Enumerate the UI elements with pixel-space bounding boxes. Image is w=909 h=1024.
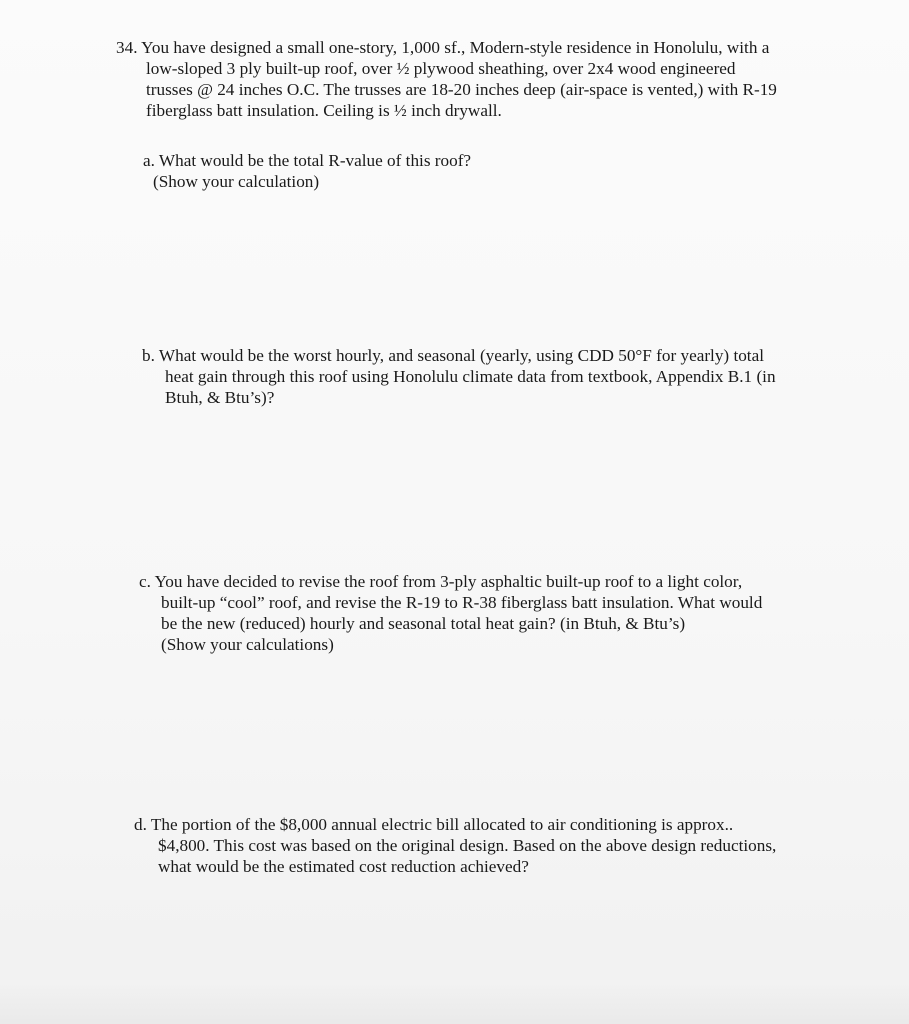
part-d-line-3: what would be the estimated cost reduction achieved? xyxy=(158,857,529,876)
part-a-line-1: a. What would be the total R-value of this roof? xyxy=(143,151,472,170)
part-c-line-2: built-up “cool” roof, and revise the R-19 to R-38 fiberglass batt insulation. What would xyxy=(161,593,763,612)
part-a xyxy=(143,150,743,192)
question-text-line-1: You have designed a small one-story, 1,000 sf., Modern-style residence in Honolulu, with a xyxy=(141,38,770,57)
question-34-line-1 xyxy=(116,37,816,58)
page-bottom-shadow xyxy=(0,984,909,1024)
part-c xyxy=(139,571,819,655)
question-34 xyxy=(116,37,816,121)
part-b-line-2: heat gain through this roof using Honolulu climate data from textbook, Appendix B.1 (in xyxy=(165,367,776,386)
part-d xyxy=(134,814,814,877)
part-b-line-1: b. What would be the worst hourly, and seasonal (yearly, using CDD 50°F for yearly) total xyxy=(142,346,764,365)
question-text-line-4: fiberglass batt insulation. Ceiling is ½ inch drywall. xyxy=(146,101,502,120)
part-c-line-1: c. You have decided to revise the roof from 3-ply asphaltic built-up roof to a light color, xyxy=(139,572,743,591)
question-number: 34. xyxy=(116,38,138,57)
part-b-line-3: Btuh, & Btu’s)? xyxy=(165,388,275,407)
question-text-line-2: low-sloped 3 ply built-up roof, over ½ plywood sheathing, over 2x4 wood engineered xyxy=(146,59,736,78)
part-b xyxy=(142,345,822,408)
part-c-line-3: be the new (reduced) hourly and seasonal total heat gain? (in Btuh, & Btu’s) xyxy=(161,614,686,633)
part-d-line-2: $4,800. This cost was based on the original design. Based on the above design reductions, xyxy=(158,836,777,855)
part-d-line-1: d. The portion of the $8,000 annual electric bill allocated to air conditioning is approx.. xyxy=(134,815,734,834)
part-a-line-2: (Show your calculation) xyxy=(153,172,320,191)
part-c-line-4: (Show your calculations) xyxy=(161,635,334,654)
question-text-line-3: trusses @ 24 inches O.C. The trusses are 18-20 inches deep (air-space is vented,) with R-19 xyxy=(146,80,777,99)
